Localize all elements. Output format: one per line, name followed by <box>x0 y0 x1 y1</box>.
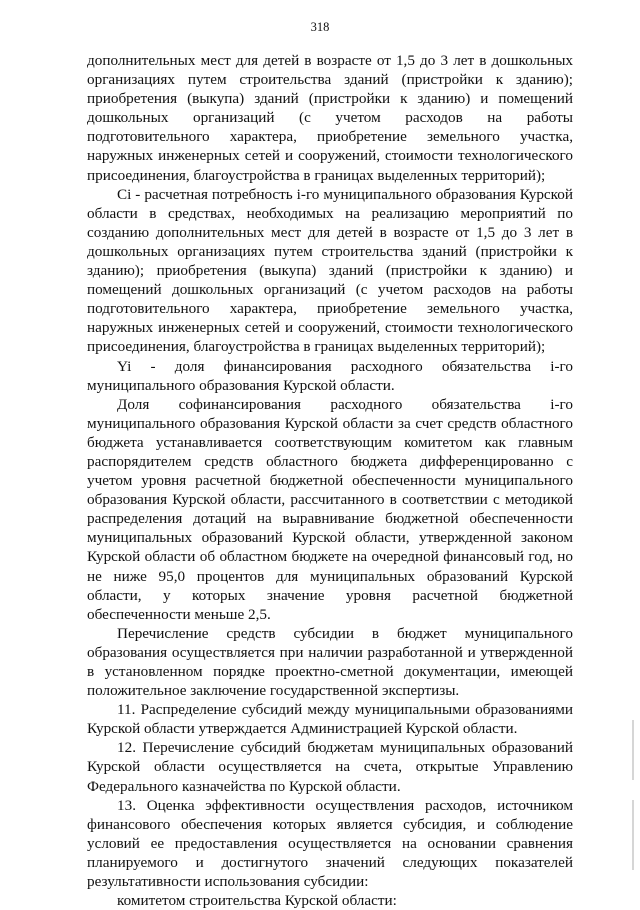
paragraph: Перечисление средств субсидии в бюджет муниципального образования осуществляется при наличии разработанной и утвержденной в установленном порядке проектно-сметной документации, имеющей положительное заключение государственной экспертизы. <box>87 624 573 700</box>
document-body <box>87 51 573 910</box>
paragraph: Доля софинансирования расходного обязательства i-го муниципального образования Курской области за счет средств областного бюджета устанавливается соответствующим комитетом как главным распорядителем средств областного бюджета дифференцированно с учетом уровня расчетной бюджетной обеспеченности муниципального образования Курской области, рассчитанного в соответствии с методикой распределения дотаций на выравнивание бюджетной обеспеченности муниципальных образований Курской области, утвержденной законом Курской области об областном бюджете на очередной финансовый год, но не ниже 95,0 процентов для муниципальных образований Курской области, у которых значение уровня расчетной бюджетной обеспеченности меньше 2,5. <box>87 395 573 623</box>
paragraph: комитетом строительства Курской области: <box>117 892 397 910</box>
paragraph: 11. Распределение субсидий между муниципальными образованиями Курской области утверждается Администрацией Курской области. <box>87 701 573 738</box>
paragraph: Yi - доля финансирования расходного обязательства i-го муниципального образования Курской области. <box>87 357 573 394</box>
scan-edge-mark <box>632 800 634 870</box>
page-number: 318 <box>310 20 330 34</box>
paragraph: 12. Перечисление субсидий бюджетам муниципальных образований Курской области осуществляется на счета, открытые Управлению Федерального казначейства по Курской области. <box>87 739 573 795</box>
scan-edge-mark <box>632 720 634 780</box>
paragraph: Ci - расчетная потребность i-го муниципального образования Курской области в средствах, необходимых на реализацию мероприятий по созданию дополнительных мест для детей в возрасте от 1,5 до 3 лет в дошкольных организациях путем строительства зданий (пристройки к зданию); приобретения (выкупа) зданий (пристройки к зданию) и помещений дошкольных организаций (с учетом расходов на работы подготовительного характера, приобретение земельного участка, наружных инженерных сетей и сооружений, стоимости технологического присоединения, благоустройства в границах выделенных территорий); <box>87 185 573 356</box>
paragraph: дополнительных мест для детей в возрасте от 1,5 до 3 лет в дошкольных организациях путем строительства зданий (пристройки к зданию); приобретения (выкупа) зданий (пристройки к зданию) и помещений дошкольных организаций (с учетом расходов на работы подготовительного характера, приобретение земельного участка, наружных инженерных сетей и сооружений, стоимости технологического присоединения, благоустройства в границах выделенных территорий); <box>87 52 573 184</box>
paragraph: 13. Оценка эффективности осуществления расходов, источником финансового обеспечения которых является субсидия, и соблюдение условий ее предоставления осуществляется на основании сравнения планируемого и достигнутого значений следующих показателей результативности использования субсидии: <box>87 796 573 891</box>
